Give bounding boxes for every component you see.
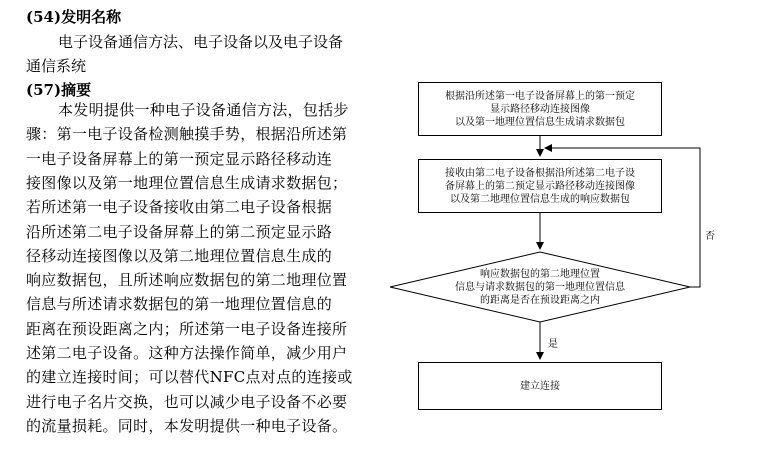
decision-line-2: 信息与请求数据包的第一地理位置信息 xyxy=(455,282,625,293)
abstract-heading: (57)摘要 xyxy=(26,81,92,99)
abstract-line: 距离在预设距离之内；所述第一电子设备连接所 xyxy=(26,319,348,338)
decision-line-1: 响应数据包的第二地理位置 xyxy=(480,269,600,280)
flow-step-3-box xyxy=(418,362,662,410)
flow-step-1-line-2: 显示路径移动连接图像 xyxy=(490,103,590,115)
abstract-line: 的建立连接时间；可以替代NFC点对点的连接或 xyxy=(26,368,353,387)
abstract-line: 骤：第一电子设备检测触摸手势，根据沿所述第 xyxy=(26,125,348,144)
flow-step-1-line-3: 以及第一地理位置信息生成请求数据包 xyxy=(455,116,625,128)
flow-step-2-line-3: 以及第二地理位置信息生成的响应数据包 xyxy=(450,193,630,205)
abstract-line: 一电子设备屏幕上的第一预定显示路径移动连 xyxy=(26,149,333,168)
title-heading: (54)发明名称 xyxy=(26,8,122,26)
flow-step-3-label: 建立连接 xyxy=(520,380,560,392)
flow-step-1-line-1: 根据沿所述第一电子设备屏幕上的第一预定 xyxy=(445,90,635,102)
abstract-line: 的流量损耗。同时，本发明提供一种电子设备。 xyxy=(26,416,348,435)
flow-step-2-box xyxy=(418,159,662,213)
abstract-line: 径移动连接图像以及第二地理位置信息生成的 xyxy=(26,246,333,265)
flow-step-1-box xyxy=(418,82,662,136)
decision-line-3: 的距离是否在预设距离之内 xyxy=(480,295,600,306)
abstract-line: 沿所述第二电子设备屏幕上的第二预定显示路 xyxy=(26,222,333,241)
abstract-line: 述第二电子设备。这种方法操作简单，减少用户 xyxy=(26,344,348,362)
no-label: 否 xyxy=(705,231,715,242)
decision-text xyxy=(430,268,650,307)
flow-step-2-line-1: 接收由第二电子设备根据沿所述第二电子设 xyxy=(445,167,635,179)
title-line-1: 电子设备通信方法、电子设备以及电子设备 xyxy=(58,33,344,51)
abstract-line: 本发明提供一种电子设备通信方法，包括步 xyxy=(58,101,349,119)
flow-step-2-line-2: 备屏幕上的第二预定显示路径移动连接图像 xyxy=(445,180,635,192)
yes-label: 是 xyxy=(548,339,558,350)
abstract-line: 若所述第一电子设备接收由第二电子设备根据 xyxy=(26,198,333,217)
abstract-line: 接图像以及第一地理位置信息生成请求数据包； xyxy=(26,173,348,192)
abstract-line: 进行电子名片交换，也可以减少电子设备不必要 xyxy=(26,392,348,411)
abstract-line: 响应数据包，且所述响应数据包的第二地理位置 xyxy=(26,271,348,290)
title-line-2: 通信系统 xyxy=(26,57,87,75)
abstract-line: 信息与所述请求数据包的第一地理位置信息的 xyxy=(26,295,333,314)
